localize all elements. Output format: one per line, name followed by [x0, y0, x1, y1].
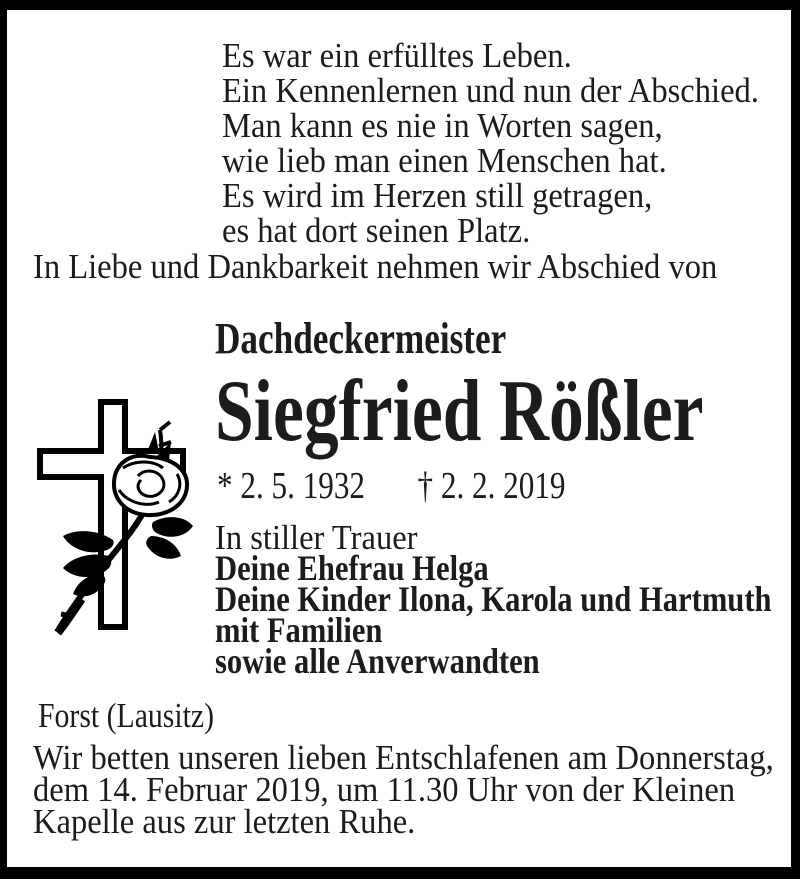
- rose-leaf-right-lower: [146, 536, 181, 559]
- funeral-line: Kapelle aus zur letzten Ruhe.: [33, 802, 416, 841]
- death-date: † 2. 2. 2019: [417, 465, 566, 507]
- poem-line: Es war ein erfülltes Leben.: [222, 36, 572, 75]
- profession-title: Dachdeckermeister: [215, 314, 507, 363]
- mourning-intro: In stiller Trauer: [215, 518, 418, 557]
- funeral-line: Wir betten unseren lieben Entschlafenen am Donnerstag,: [33, 738, 774, 777]
- mourner-line: Deine Ehefrau Helga: [215, 548, 489, 588]
- mourner-line: mit Familien: [215, 610, 383, 650]
- mourner-line: sowie alle Anverwandten: [215, 641, 540, 681]
- poem-line: es hat dort seinen Platz.: [222, 211, 531, 250]
- funeral-line: dem 14. Februar 2019, um 11.30 Uhr von der Kleinen: [33, 770, 736, 809]
- deceased-name: Siegfried Rößler: [215, 363, 704, 460]
- rose-blossom-outline: [114, 456, 187, 515]
- poem-line: Man kann es nie in Worten sagen,: [222, 106, 663, 145]
- mourners-list: [215, 548, 772, 681]
- funeral-info: [33, 738, 774, 841]
- poem-line: wie lieb man einen Menschen hat.: [222, 141, 667, 180]
- notice-page: [7, 10, 791, 867]
- place-line: Forst (Lausitz): [38, 696, 214, 735]
- cross-rose-illustration: [35, 390, 205, 650]
- mourner-line: Deine Kinder Ilona, Karola und Hartmuth: [215, 579, 772, 619]
- rose-stem-tail: [59, 600, 83, 634]
- poem: [222, 38, 759, 248]
- rose-leaf-right-upper: [152, 517, 193, 537]
- farewell-intro: In Liebe und Dankbarkeit nehmen wir Abschied von: [33, 247, 718, 286]
- birth-date: * 2. 5. 1932: [217, 465, 366, 507]
- poem-line: Ein Kennenlernen und nun der Abschied.: [222, 71, 759, 110]
- poem-line: Es wird im Herzen still getragen,: [222, 176, 653, 215]
- life-dates: [217, 466, 566, 506]
